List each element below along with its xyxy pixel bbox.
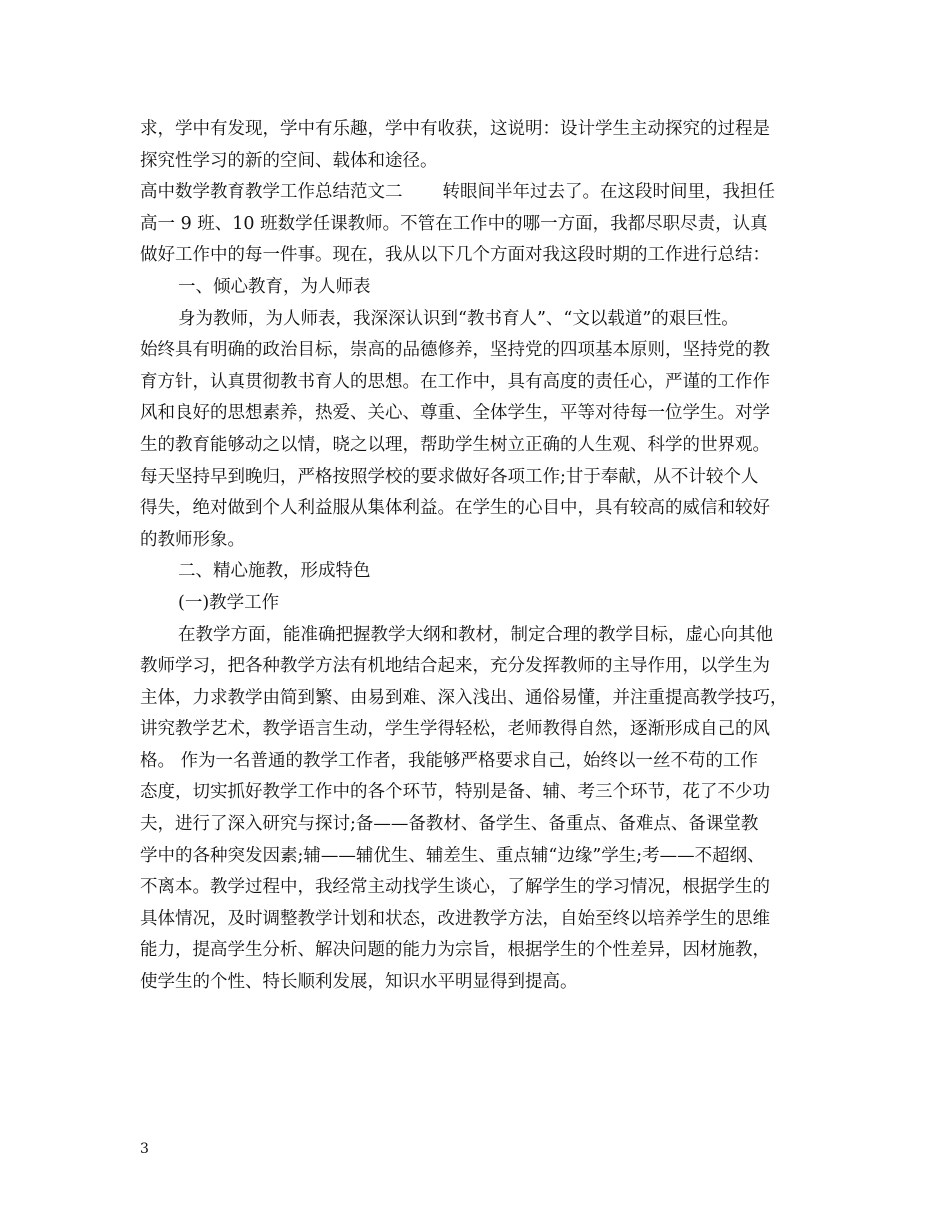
text-line: 始终具有明确的政治目标，崇高的品德修养，坚持党的四项基本原则，坚持党的教 — [140, 340, 770, 361]
text-line: 得失，绝对做到个人利益服从集体利益。在学生的心目中，具有较高的威信和较好 — [140, 498, 770, 519]
text-line: 讲究教学艺术，教学语言生动，学生学得轻松，老师教得自然，逐渐形成自己的风 — [140, 719, 770, 740]
subheading-line: 二、精心施教，形成特色 — [178, 561, 371, 582]
text-line: 格。 作为一名普通的教学工作者，我能够严格要求自己，始终以一丝不苟的工作 — [140, 750, 759, 771]
section-title: 高中数学教育教学工作总结范文二 — [140, 182, 403, 203]
text-line: 生的教育能够动之以情，晓之以理，帮助学生树立正确的人生观、科学的世界观。 — [140, 434, 770, 455]
text-line: 育方针，认真贯彻教书育人的思想。在工作中，具有高度的责任心，严谨的工作作 — [140, 371, 770, 392]
text-line: 学中的各种突发因素;辅——辅优生、辅差生、重点辅“边缘”学生;考——不超纲、 — [140, 845, 765, 866]
text-line: 能力，提高学生分析、解决问题的能力为宗旨，根据学生的个性差异，因材施教， — [140, 940, 770, 961]
text-line: 高一 9 班、10 班数学任课教师。不管在工作中的哪一方面，我都尽职尽责，认真 — [140, 213, 768, 234]
text-line: 主体，力求教学由简到繁、由易到难、深入浅出、通俗易懂，并注重提高教学技巧， — [140, 687, 788, 708]
text-line: 的教师形象。 — [140, 529, 245, 550]
text-line: 使学生的个性、特长顺利发展，知识水平明显得到提高。 — [140, 972, 578, 993]
text-line: 风和良好的思想素养，热爱、关心、尊重、全体学生，平等对待每一位学生。对学 — [140, 403, 770, 424]
page-number: 3 — [140, 1141, 149, 1157]
text-line: 不离本。教学过程中，我经常主动找学生谈心，了解学生的学习情况，根据学生的 — [140, 877, 770, 898]
text-run: 转眼间半年过去了。在这段时间里，我担任 — [442, 182, 775, 203]
text-line: 每天坚持早到晚归，严格按照学校的要求做好各项工作;甘于奉献，从不计较个人 — [140, 466, 759, 487]
text-line: 求，学中有发现，学中有乐趣，学中有收获，这说明：设计学生主动探究的过程是 — [140, 119, 770, 139]
document-body — [140, 114, 820, 999]
text-line: 态度，切实抓好教学工作中的各个环节，特别是备、辅、考三个环节，花了不少功 — [140, 782, 770, 803]
subheading-line: 一、倾心教育，为人师表 — [178, 276, 371, 297]
text-line: 在教学方面，能准确把握教学大纲和教材，制定合理的教学目标，虚心向其他 — [178, 624, 773, 645]
subheading-line: (一)教学工作 — [178, 592, 280, 613]
section-title-line — [140, 177, 820, 209]
text-line: 做好工作中的每一件事。现在，我从以下几个方面对我这段时期的工作进行总结： — [140, 245, 770, 266]
text-line: 教师学习，把各种教学方法有机地结合起来，充分发挥教师的主导作用，以学生为 — [140, 656, 770, 677]
text-line: 探究性学习的新的空间、载体和途径。 — [140, 150, 438, 171]
text-line: 具体情况，及时调整教学计划和状态，改进教学方法，自始至终以培养学生的思维 — [140, 908, 770, 929]
text-line: 夫，进行了深入研究与探讨;备——备教材、备学生、备重点、备难点、备课堂教 — [140, 814, 759, 835]
text-line: 身为教师，为人师表，我深深认识到“教书育人”、“文以载道”的艰巨性。 — [178, 308, 739, 329]
